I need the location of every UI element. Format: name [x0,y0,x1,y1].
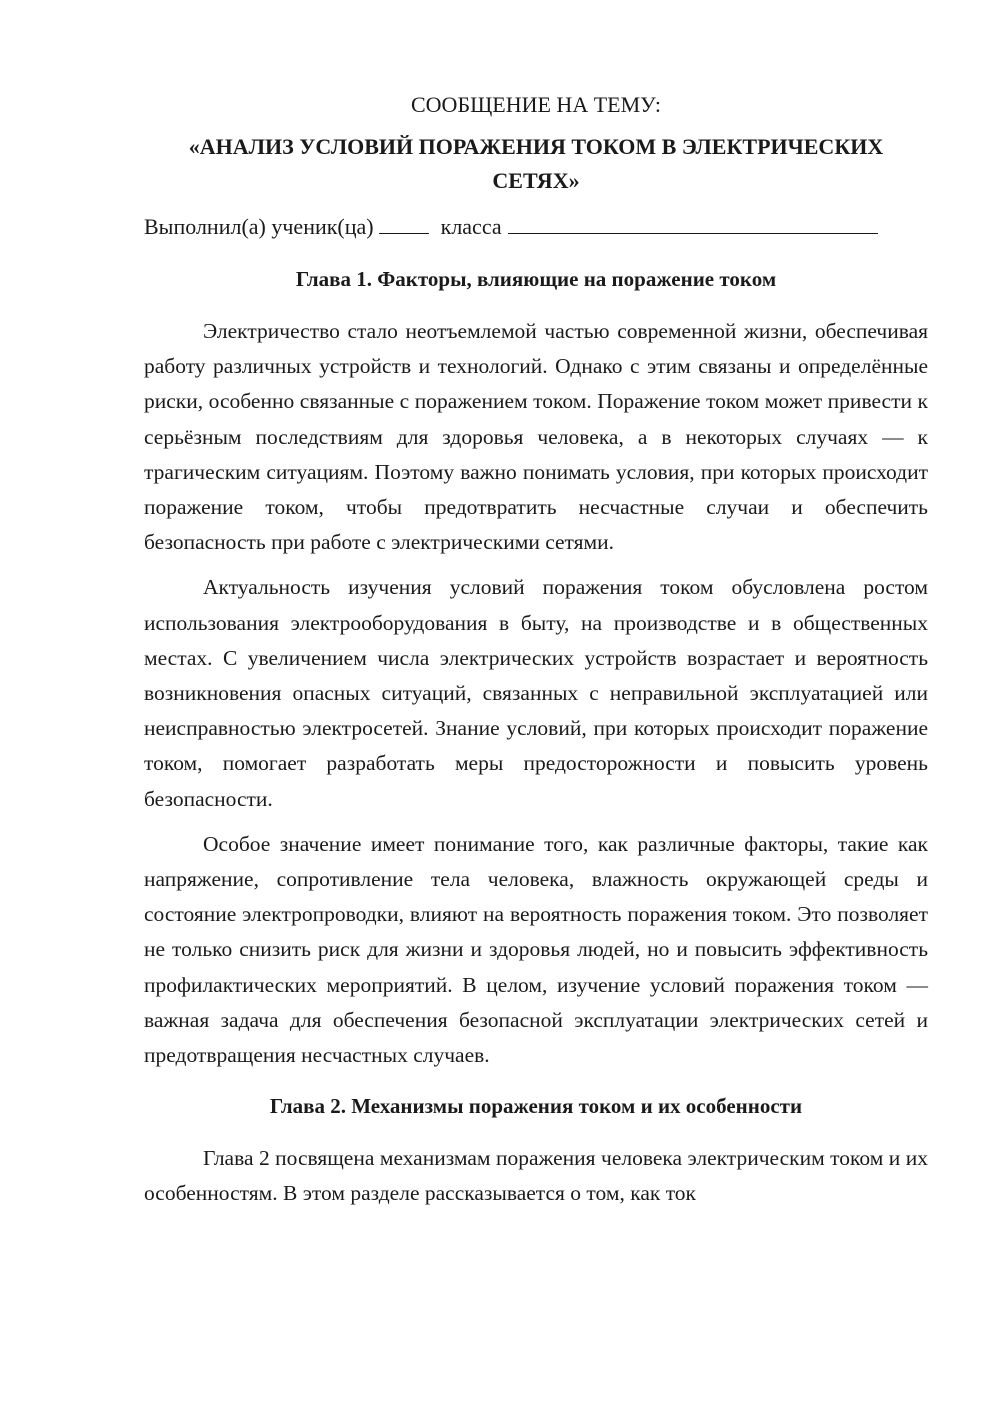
class-label: класса [440,214,502,239]
document-page [144,90,928,1222]
document-heading: СООБЩЕНИЕ НА ТЕМУ: [411,92,661,117]
student-label: Выполнил(а) ученик(ца) [144,214,374,239]
chapter-2-paragraph: Глава 2 посвящена механизмам поражения человека электрическим током и их особенностям. В этом разделе рассказывается о том, как ток [144,1146,928,1206]
chapter-1-paragraph: Электричество стало неотъемлемой частью современной жизни, обеспечивая работу различных устройств и технологий. Однако с этим связаны и определённые риски, особенно связанные с поражением током. Поражение током может привести к серьёзным последствиям для здоровья человека, а в некоторых случаях — к трагическим ситуациям. Поэтому важно понимать условия, при которых происходит поражение током, чтобы предотвратить несчастные случаи и обеспечить безопасность при работе с электрическими сетями. [144,319,928,555]
document-title: «АНАЛИЗ УСЛОВИЙ ПОРАЖЕНИЯ ТОКОМ В ЭЛЕКТРИЧЕСКИХ СЕТЯХ» [188,134,884,193]
chapter-1-title: Глава 1. Факторы, влияющие на поражение током [295,267,777,291]
class-number-blank [379,213,429,234]
student-name-blank [508,213,878,234]
chapter-1-paragraph: Особое значение имеет понимание того, как различные факторы, такие как напряжение, сопротивление тела человека, влажность окружающей среды и состояние электропроводки, влияют на вероятность поражения током. Это позволяет не только снизить риск для жизни и здоровья людей, но и повысить эффективность профилактических мероприятий. В целом, изучение условий поражения током — важная задача для обеспечения безопасной эксплуатации электрических сетей и предотвращения несчастных случаев. [144,831,928,1068]
chapter-2-title: Глава 2. Механизмы поражения током и их особенности [269,1094,803,1119]
student-line [144,212,928,242]
chapter-1-paragraph: Актуальность изучения условий поражения током обусловлена ростом использования электрооборудования в быту, на производстве и в общественных местах. С увеличением числа электрических устройств возрастает и вероятность возникновения опасных ситуаций, связанных с неправильной эксплуатацией или неисправностью электросетей. Знание условий, при которых происходит поражение током, помогает разработать меры предосторожности и повысить уровень безопасности. [144,575,928,811]
